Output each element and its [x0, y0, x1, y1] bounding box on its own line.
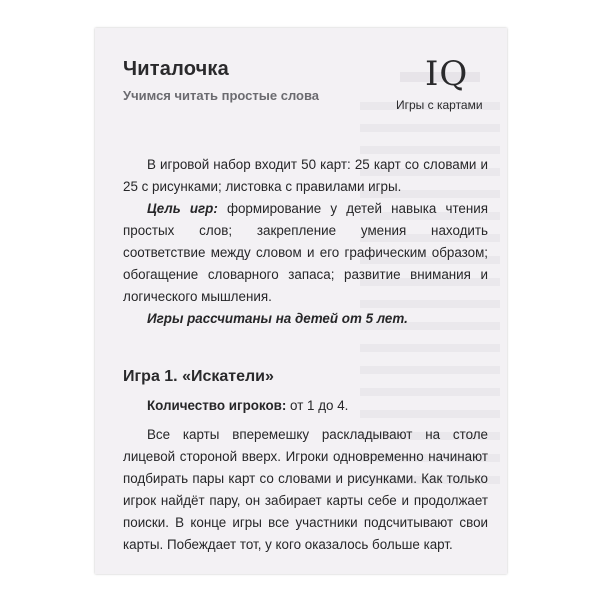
players-value: от 1 до 4.	[286, 398, 349, 413]
game-1-heading: Игра 1. «Искатели»	[123, 368, 274, 385]
players-line	[147, 398, 348, 413]
logo-caption: Игры с картами	[396, 98, 483, 112]
page-subtitle: Учимся читать простые слова	[123, 88, 320, 103]
instruction-leaflet	[95, 28, 507, 574]
rules-paragraph: Все карты вперемешку раскладывают на столе лицевой стороной вверх. Игроки одновременно начинают подбирать пары карт со словами и рисунками. Как только игрок найдёт пару, он забирает карты себе и продолжает поиски. В конце игры все участники подсчитывают свои карты. Побеждает тот, у кого оказалось больше карт.	[123, 427, 488, 552]
iq-logo: IQ	[425, 54, 469, 94]
game-1-rules	[123, 424, 488, 556]
age-note: Игры рассчитаны на детей от 5 лет.	[147, 311, 408, 326]
goal-text: формирование у детей навыка чтения простых слов; закрепление умения находить соответствие между словом и его графическим образом; обогащение словарного запаса; развитие внимания и логического мышления.	[123, 201, 488, 304]
page-title: Читалочка	[123, 58, 229, 80]
kit-paragraph: В игровой набор входит 50 карт: 25 карт со словами и 25 с рисунками; листовка с правилами игры.	[123, 157, 488, 194]
players-label: Количество игроков:	[147, 398, 287, 413]
intro-section	[123, 154, 488, 330]
goal-label: Цель игр:	[147, 201, 218, 216]
goal-paragraph	[123, 198, 488, 308]
